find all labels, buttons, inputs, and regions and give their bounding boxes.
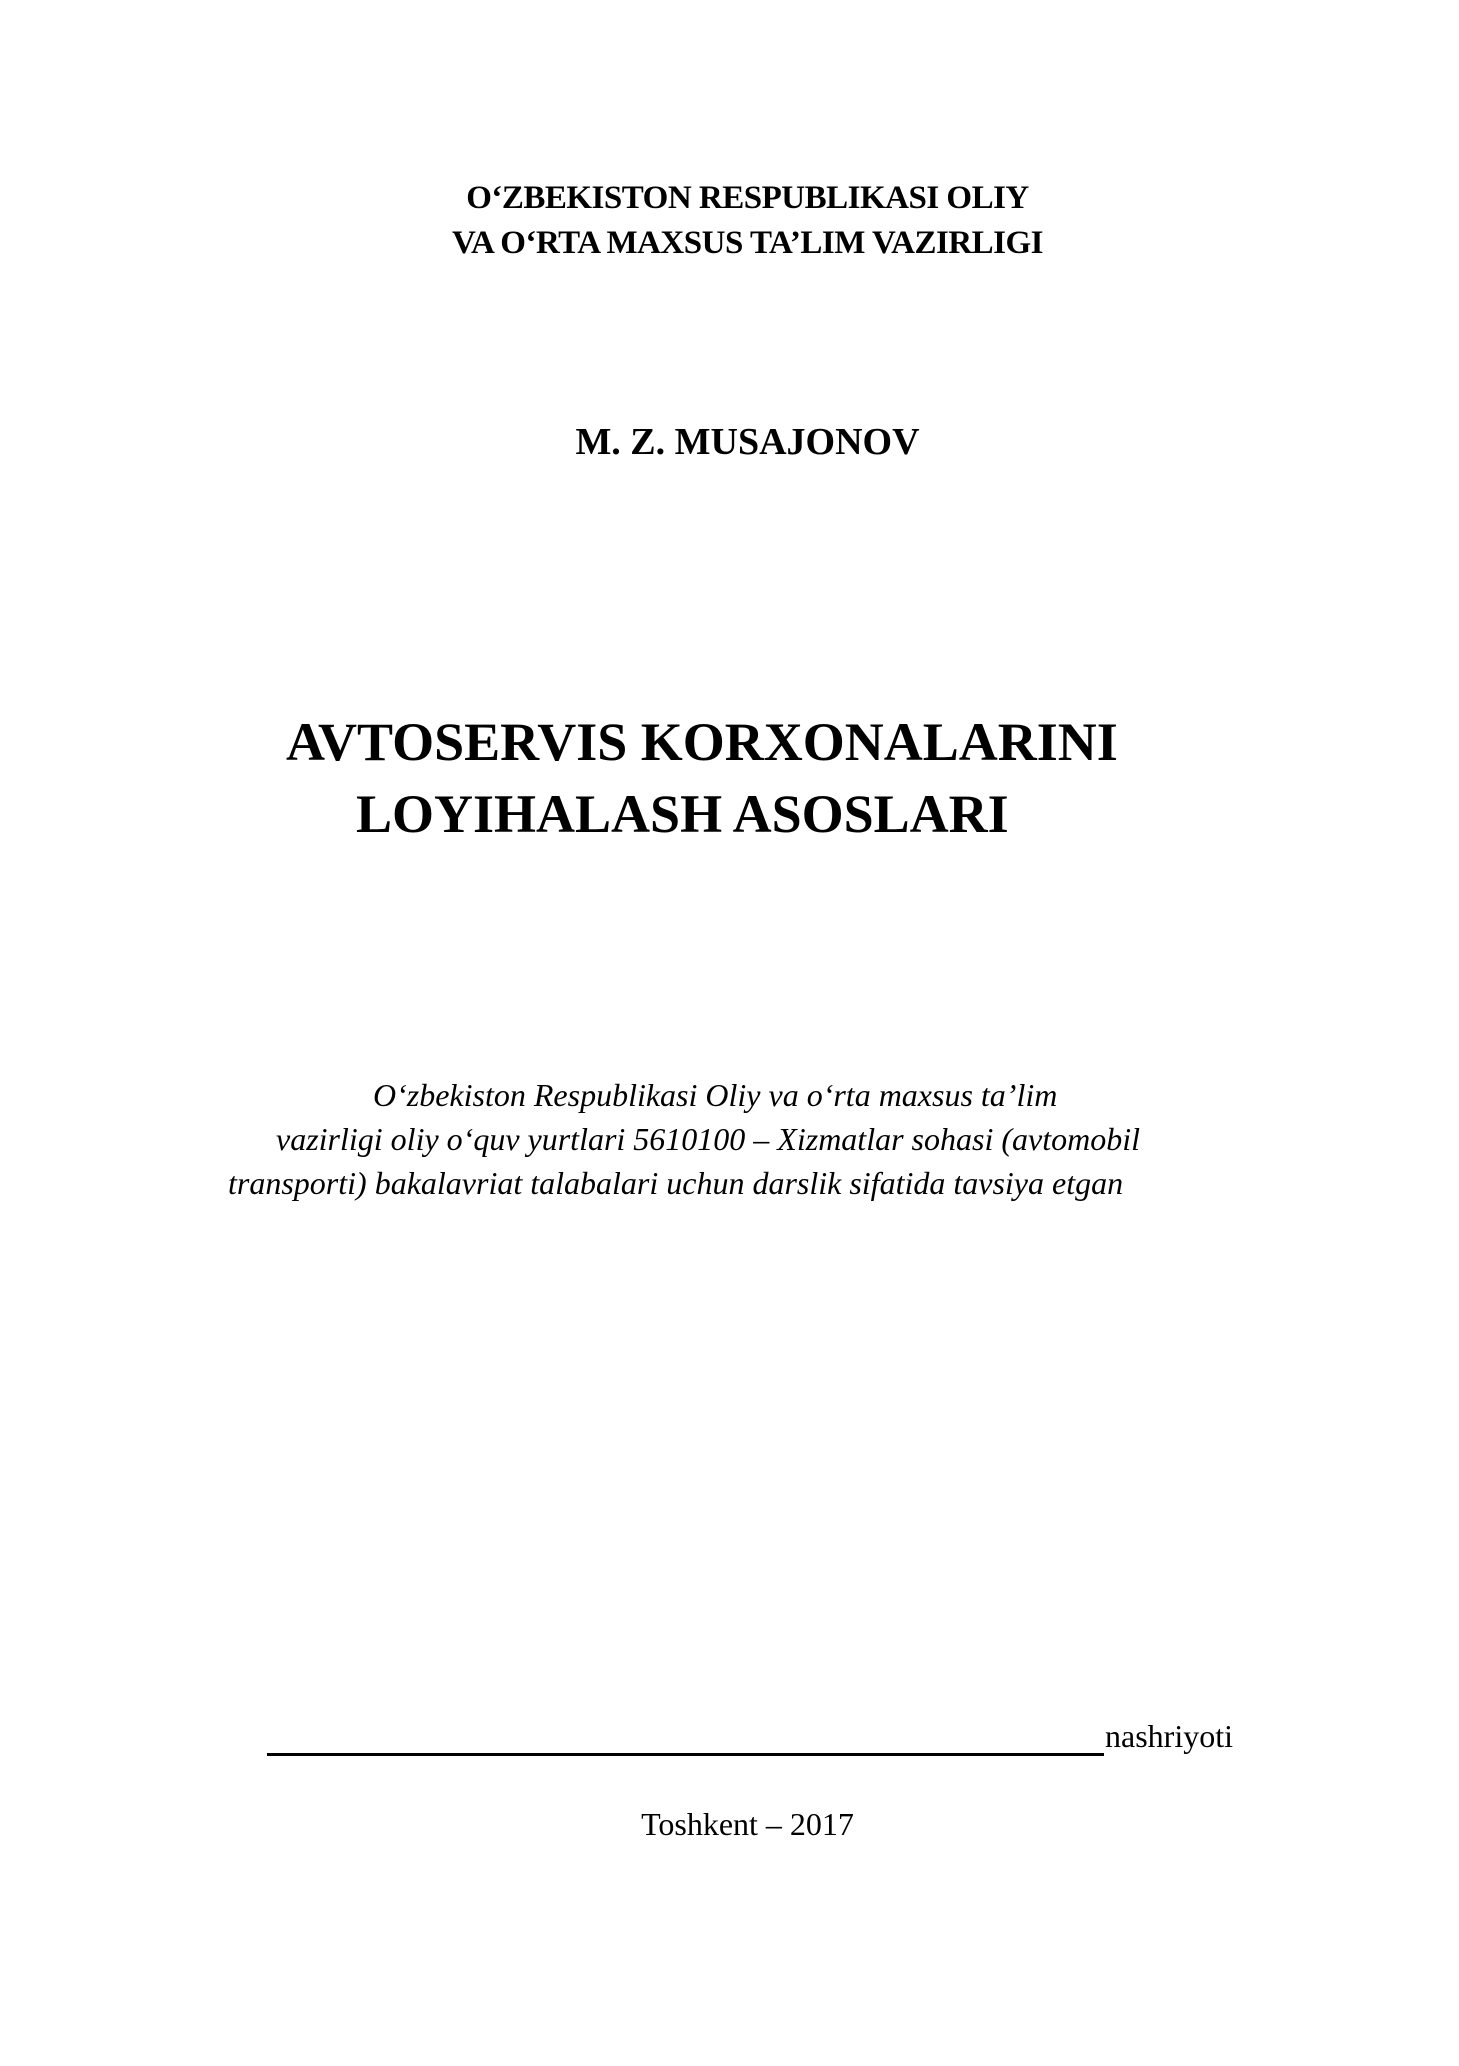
- publisher-blank-line: [267, 1753, 1104, 1756]
- ministry-header: [0, 176, 1459, 266]
- city-and-year: Toshkent – 2017: [641, 1806, 854, 1842]
- author-name: M. Z. MUSAJONOV: [575, 421, 920, 463]
- recommendation-line-3: transporti) bakalavriat talabalari uchun darslik sifatida tavsiya etgan: [228, 1165, 1124, 1201]
- book-title-line-1: AVTOSERVIS KORXONALARINI: [286, 712, 1118, 772]
- recommendation-line-1: O‘zbekiston Respublikasi Oliy va o‘rta maxsus ta’lim: [373, 1077, 1058, 1113]
- ministry-line-2: VA O‘RTA MAXSUS TA’LIM VAZIRLIGI: [451, 225, 1044, 261]
- book-title-line-2: LOYIHALASH ASOSLARI: [356, 784, 1009, 844]
- ministry-line-1: O‘ZBEKISTON RESPUBLIKASI OLIY: [466, 180, 1029, 216]
- publisher-label: nashriyoti: [1105, 1718, 1233, 1754]
- recommendation-line-2: vazirligi oliy o‘quv yurtlari 5610100 – Xizmatlar sohasi (avtomobil: [276, 1121, 1140, 1157]
